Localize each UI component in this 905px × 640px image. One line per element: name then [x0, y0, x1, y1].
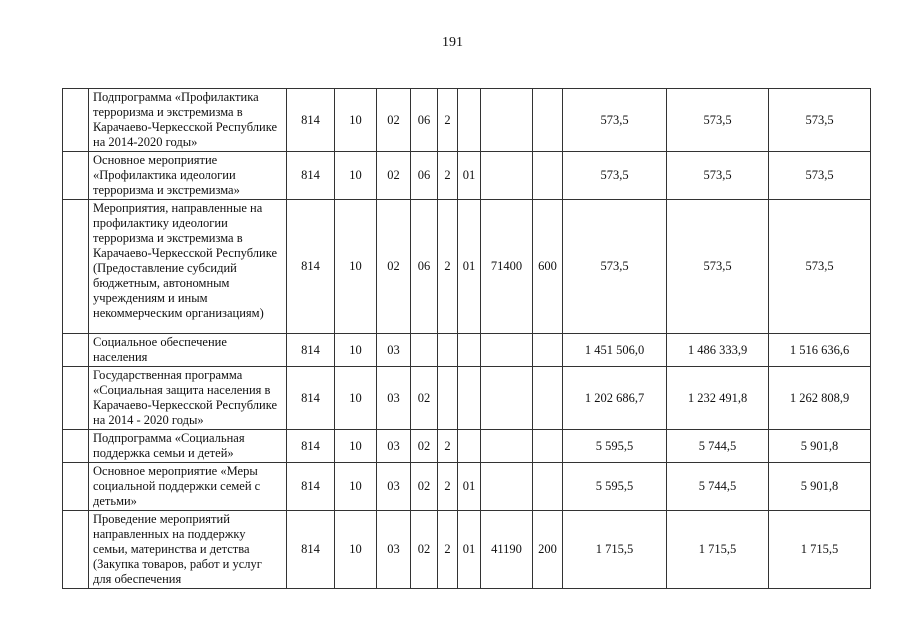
program-code-cell: 02 — [411, 463, 438, 511]
subprogram-code-cell — [438, 367, 458, 430]
section-code-cell: 10 — [335, 89, 377, 152]
expense-type-code-cell: 600 — [533, 200, 563, 334]
row-number-cell — [63, 430, 89, 463]
section-code-cell: 10 — [335, 334, 377, 367]
subsection-code-cell: 03 — [377, 463, 411, 511]
direction-code-cell — [481, 430, 533, 463]
expense-type-code-cell — [533, 152, 563, 200]
expense-name-cell: Основное мероприятие «Меры социальной поддержки семей с детьми» — [89, 463, 287, 511]
event-code-cell: 01 — [458, 463, 481, 511]
ministry-code-cell: 814 — [287, 200, 335, 334]
table-row — [63, 334, 871, 367]
amount-2018-cell: 573,5 — [563, 89, 667, 152]
amount-2018-cell: 1 715,5 — [563, 511, 667, 589]
expense-name-cell: Подпрограмма «Профилактика терроризма и экстремизма в Карачаево-Черкесской Республике на 2014-2020 годы» — [89, 89, 287, 152]
amount-2018-cell: 573,5 — [563, 200, 667, 334]
expense-name-cell: Проведение мероприятий направленных на поддержку семьи, материнства и детства (Закупка товаров, работ и услуг для обеспечения — [89, 511, 287, 589]
amount-2020-cell: 573,5 — [769, 89, 871, 152]
row-number-cell — [63, 463, 89, 511]
subsection-code-cell: 02 — [377, 200, 411, 334]
subsection-code-cell: 03 — [377, 334, 411, 367]
subprogram-code-cell: 2 — [438, 152, 458, 200]
section-code-cell: 10 — [335, 463, 377, 511]
table-row — [63, 367, 871, 430]
subsection-code-cell: 02 — [377, 89, 411, 152]
expense-name-cell: Государственная программа «Социальная защита населения в Карачаево-Черкесской Республике на 2014 - 2020 годы» — [89, 367, 287, 430]
amount-2019-cell: 573,5 — [667, 200, 769, 334]
amount-2019-cell: 573,5 — [667, 89, 769, 152]
subprogram-code-cell: 2 — [438, 200, 458, 334]
table-row — [63, 152, 871, 200]
ministry-code-cell: 814 — [287, 152, 335, 200]
event-code-cell — [458, 430, 481, 463]
subprogram-code-cell: 2 — [438, 511, 458, 589]
table-row — [63, 463, 871, 511]
amount-2019-cell: 5 744,5 — [667, 463, 769, 511]
event-code-cell — [458, 367, 481, 430]
table-row — [63, 89, 871, 152]
subsection-code-cell: 03 — [377, 367, 411, 430]
expense-type-code-cell — [533, 463, 563, 511]
amount-2020-cell: 1 516 636,6 — [769, 334, 871, 367]
amount-2018-cell: 573,5 — [563, 152, 667, 200]
event-code-cell: 01 — [458, 200, 481, 334]
ministry-code-cell: 814 — [287, 89, 335, 152]
subprogram-code-cell: 2 — [438, 89, 458, 152]
subsection-code-cell: 03 — [377, 511, 411, 589]
program-code-cell: 06 — [411, 152, 438, 200]
expense-name-cell: Подпрограмма «Социальная поддержка семьи и детей» — [89, 430, 287, 463]
amount-2019-cell: 1 486 333,9 — [667, 334, 769, 367]
amount-2019-cell: 1 715,5 — [667, 511, 769, 589]
section-code-cell: 10 — [335, 367, 377, 430]
direction-code-cell — [481, 367, 533, 430]
amount-2018-cell: 5 595,5 — [563, 430, 667, 463]
direction-code-cell: 71400 — [481, 200, 533, 334]
amount-2020-cell: 5 901,8 — [769, 463, 871, 511]
section-code-cell: 10 — [335, 430, 377, 463]
row-number-cell — [63, 334, 89, 367]
amount-2020-cell: 1 715,5 — [769, 511, 871, 589]
amount-2020-cell: 573,5 — [769, 200, 871, 334]
ministry-code-cell: 814 — [287, 367, 335, 430]
row-number-cell — [63, 511, 89, 589]
section-code-cell: 10 — [335, 200, 377, 334]
amount-2019-cell: 573,5 — [667, 152, 769, 200]
amount-2019-cell: 1 232 491,8 — [667, 367, 769, 430]
expense-name-cell: Социальное обеспечение населения — [89, 334, 287, 367]
table-row — [63, 511, 871, 589]
expense-type-code-cell: 200 — [533, 511, 563, 589]
expense-name-cell: Основное мероприятие «Профилактика идеологии терроризма и экстремизма» — [89, 152, 287, 200]
row-number-cell — [63, 200, 89, 334]
subprogram-code-cell: 2 — [438, 463, 458, 511]
event-code-cell: 01 — [458, 511, 481, 589]
expense-type-code-cell — [533, 89, 563, 152]
expense-type-code-cell — [533, 367, 563, 430]
ministry-code-cell: 814 — [287, 463, 335, 511]
ministry-code-cell: 814 — [287, 430, 335, 463]
program-code-cell: 02 — [411, 430, 438, 463]
amount-2020-cell: 1 262 808,9 — [769, 367, 871, 430]
program-code-cell: 06 — [411, 89, 438, 152]
ministry-code-cell: 814 — [287, 334, 335, 367]
event-code-cell — [458, 89, 481, 152]
amount-2019-cell: 5 744,5 — [667, 430, 769, 463]
event-code-cell — [458, 334, 481, 367]
table-row — [63, 430, 871, 463]
subsection-code-cell: 03 — [377, 430, 411, 463]
program-code-cell: 02 — [411, 367, 438, 430]
direction-code-cell — [481, 334, 533, 367]
page-number: 191 — [442, 35, 463, 50]
table-row — [63, 200, 871, 334]
expense-name-cell: Мероприятия, направленные на профилактику идеологии терроризма и экстремизма в Карачаево-Черкесской Республике (Предоставление субсидий бюджетным, автономным учреждениям и иным некоммерческим организациям) — [89, 200, 287, 334]
amount-2020-cell: 5 901,8 — [769, 430, 871, 463]
event-code-cell: 01 — [458, 152, 481, 200]
program-code-cell — [411, 334, 438, 367]
expense-type-code-cell — [533, 334, 563, 367]
amount-2018-cell: 1 451 506,0 — [563, 334, 667, 367]
subprogram-code-cell — [438, 334, 458, 367]
row-number-cell — [63, 89, 89, 152]
direction-code-cell — [481, 152, 533, 200]
direction-code-cell: 41190 — [481, 511, 533, 589]
subprogram-code-cell: 2 — [438, 430, 458, 463]
subsection-code-cell: 02 — [377, 152, 411, 200]
direction-code-cell — [481, 463, 533, 511]
section-code-cell: 10 — [335, 511, 377, 589]
amount-2020-cell: 573,5 — [769, 152, 871, 200]
program-code-cell: 06 — [411, 200, 438, 334]
direction-code-cell — [481, 89, 533, 152]
row-number-cell — [63, 152, 89, 200]
budget-table — [62, 88, 871, 589]
expense-type-code-cell — [533, 430, 563, 463]
amount-2018-cell: 5 595,5 — [563, 463, 667, 511]
ministry-code-cell: 814 — [287, 511, 335, 589]
amount-2018-cell: 1 202 686,7 — [563, 367, 667, 430]
row-number-cell — [63, 367, 89, 430]
section-code-cell: 10 — [335, 152, 377, 200]
program-code-cell: 02 — [411, 511, 438, 589]
